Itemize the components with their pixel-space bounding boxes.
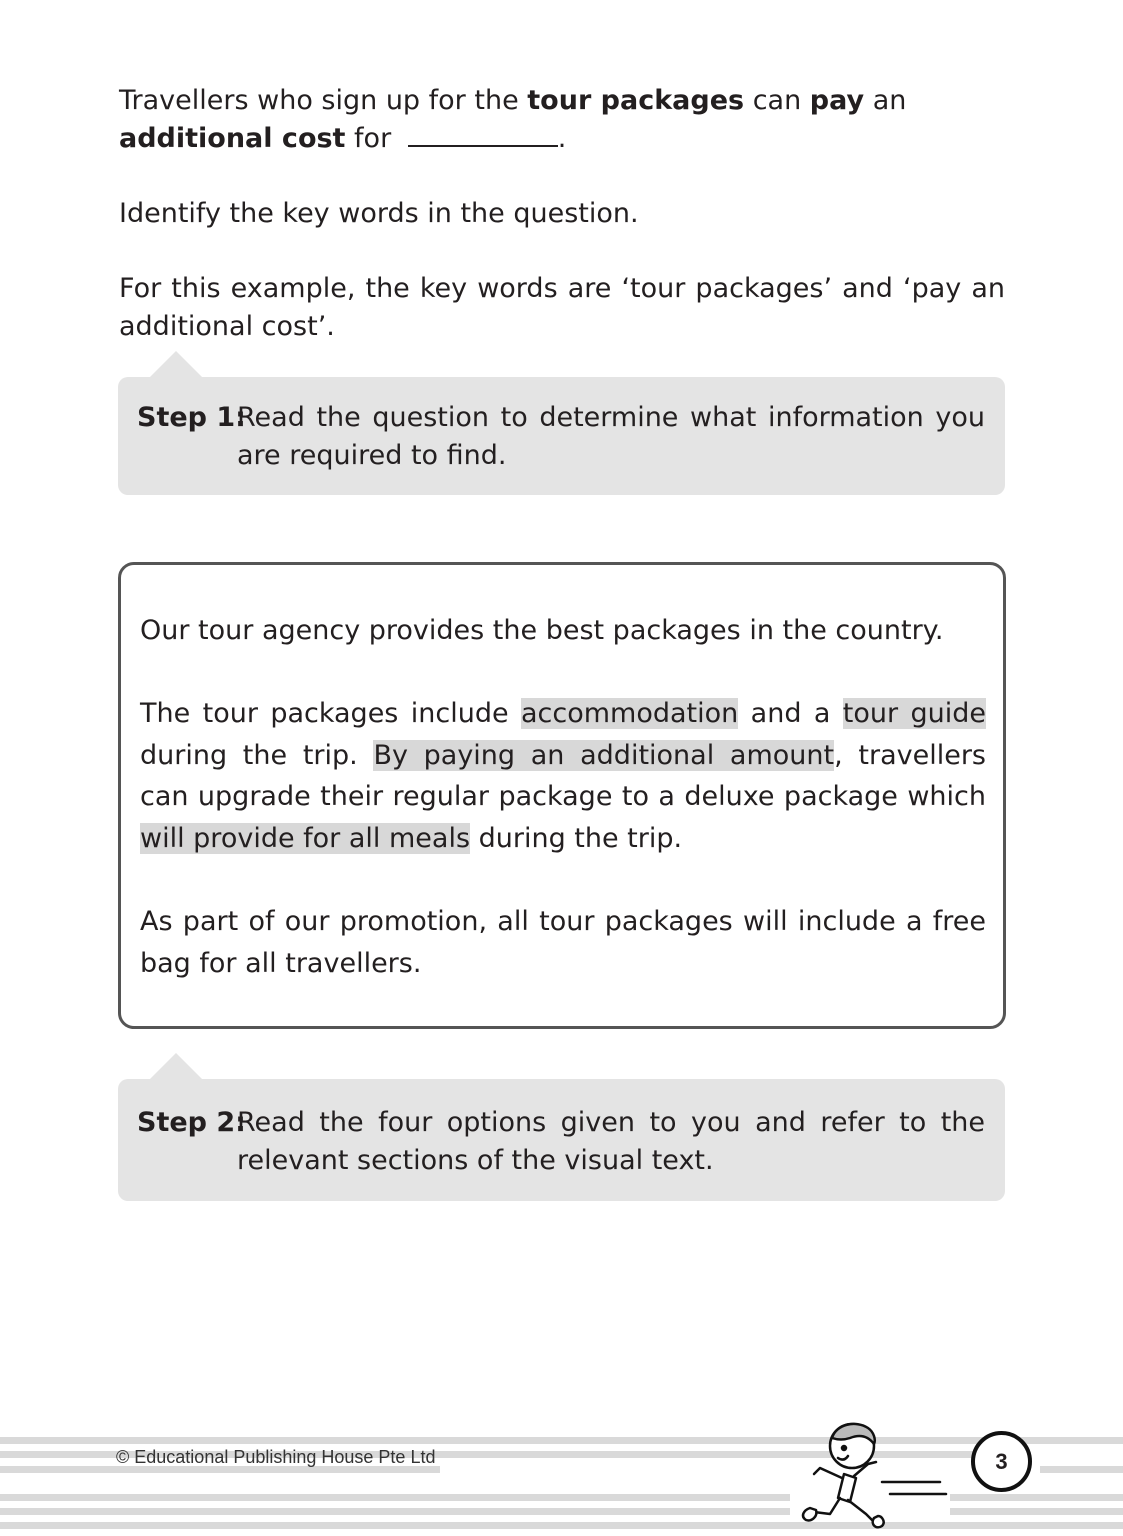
step2-callout (118, 1079, 1005, 1201)
p2-text-a: The tour packages include (140, 698, 521, 729)
visual-text-paragraph-2 (140, 693, 986, 859)
footer-stripe-8 (950, 1494, 1123, 1501)
example-explanation: For this example, the key words are ‘tour packages’ and ‘pay an additional cost’. (119, 273, 1005, 342)
footer-stripe-5 (0, 1494, 790, 1501)
question-text-3: an (864, 85, 907, 116)
footer-stripe-9 (950, 1508, 1123, 1515)
identify-instruction: Identify the key words in the question. (119, 198, 639, 229)
keyword-tour-packages: tour packages (527, 85, 745, 116)
keyword-pay: pay (809, 85, 865, 116)
p2-text-d: , travellers can upgrade their regular package to a deluxe package which (140, 739, 986, 812)
question-stem (119, 82, 1005, 158)
page-number-badge: 3 (971, 1431, 1032, 1492)
footer-stripe-6 (0, 1508, 790, 1515)
step2-text: Read the four options given to you and refer to the relevant sections of the visual text. (237, 1107, 985, 1176)
question-text-1: Travellers who sign up for the (119, 85, 528, 116)
step2-label: Step 2: (137, 1107, 246, 1138)
highlight-all-meals: will provide for all meals (140, 822, 471, 854)
highlight-accommodation: accommodation (520, 698, 739, 729)
question-text-5: . (557, 123, 567, 154)
copyright-notice: © Educational Publishing House Pte Ltd (116, 1447, 436, 1467)
step1-callout (118, 377, 1005, 495)
highlight-tour-guide: tour guide (842, 698, 986, 729)
running-boy-icon (790, 1418, 950, 1530)
footer-stripe-7 (0, 1522, 1123, 1529)
question-text-2: can (744, 85, 810, 116)
visual-text-paragraph-3: As part of our promotion, all tour packages will include a free bag for all travellers. (140, 906, 986, 979)
visual-text-paragraph-1: Our tour agency provides the best packages in the country. (140, 615, 944, 646)
step1-text: Read the question to determine what information you are required to find. (237, 402, 985, 471)
p2-text-b: and a (738, 698, 843, 729)
highlight-additional-amount: By paying an additional amount (373, 739, 835, 771)
answer-blank (408, 121, 558, 147)
question-text-4: for (345, 123, 400, 154)
footer-stripe-1 (0, 1437, 1123, 1444)
step1-label: Step 1: (137, 402, 246, 433)
footer-stripe-4 (1040, 1466, 1123, 1473)
p2-text-c: during the trip. (140, 739, 374, 771)
p2-text-e: during the trip. (470, 822, 683, 854)
visual-text-box (118, 562, 1006, 1029)
keyword-additional-cost: additional cost (119, 123, 346, 154)
